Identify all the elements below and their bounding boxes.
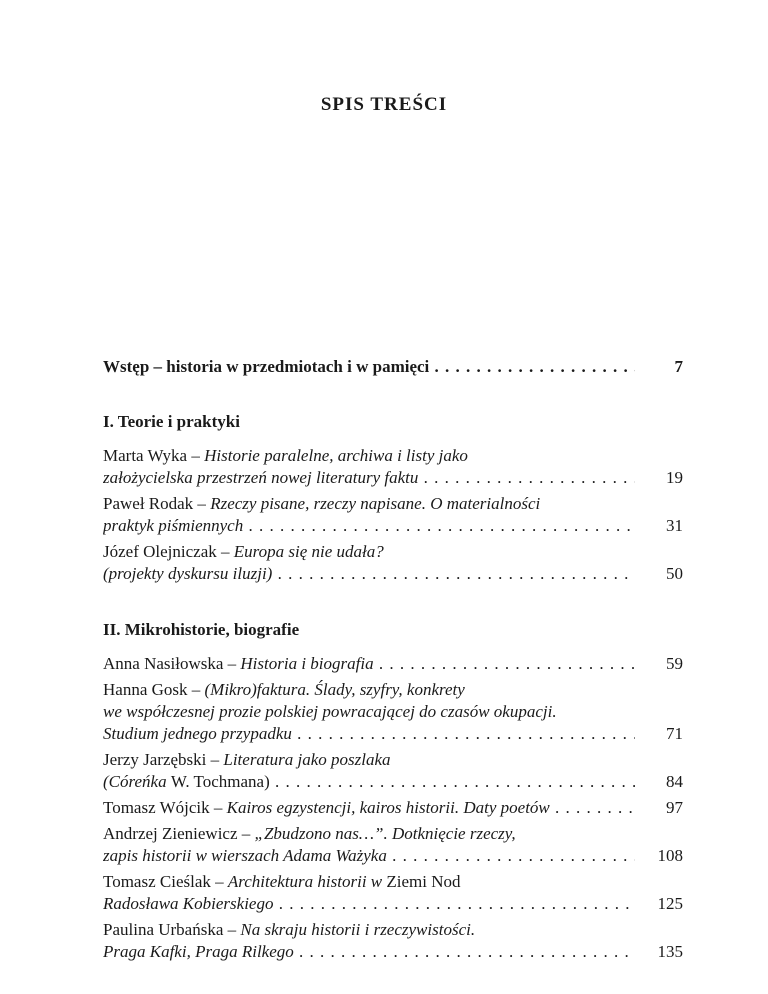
entry-title: Praga Kafki, Praga Rilkego [103,942,294,961]
entry-title: praktyk piśmiennych [103,516,244,535]
entry-author: Józef Olejniczak – [103,542,234,561]
page-number: 135 [657,942,683,961]
page-number: 71 [666,724,683,743]
entry-author: Jerzy Jarzębski – [103,750,224,769]
entry-title: Historia i biografia [240,654,374,673]
entry-title: Rzeczy pisane, rzeczy napisane. O materialności [210,494,541,513]
page-number: 7 [674,357,683,376]
page-number: 97 [666,798,683,817]
entry-title: we współczesnej prozie polskiej powracającej do czasów okupacji. [103,702,557,721]
page-number: 50 [666,564,683,583]
toc-entry [103,797,683,819]
section-heading: I. Teorie i praktyki [103,412,240,431]
entry-title: (projekty dyskursu iluzji) [103,564,273,583]
entry-author: Andrzej Zieniewicz – [103,824,255,843]
entry-title: Studium jednego przypadku [103,724,292,743]
entry-title: Wstęp – historia w przedmiotach i w pamięci . . . [103,356,635,378]
entry-title: Europa się nie udała? [233,542,384,561]
page-number: 125 [657,894,683,913]
entry-title: Literatura jako poszlaka [223,750,391,769]
page-number: 59 [666,654,683,673]
toc-entry [103,823,683,867]
entry-author: Hanna Gosk – [103,680,205,699]
entry-title: (Córeńka [103,772,171,791]
entry-title: Na skraju historii i rzeczywistości. [240,920,476,939]
toc-entry [103,679,683,745]
entry-title: Radosława Kobierskiego [103,894,274,913]
page-title: SPIS TREŚCI [320,94,448,115]
toc-entry [103,493,683,537]
toc-entry [103,871,683,915]
toc-entry [103,919,683,963]
page-number: 31 [666,516,683,535]
toc-entry [103,541,683,585]
entry-author: Paulina Urbańska – [103,920,241,939]
toc-entry [103,445,683,489]
table-of-contents [103,356,683,963]
entry-title: „Zbudzono nas…”. Dotknięcie rzeczy, [254,824,516,843]
page-number: 108 [657,846,683,865]
entry-author: Anna Nasiłowska – [103,654,241,673]
entry-author: Tomasz Cieślak – [103,872,228,891]
toc-entry [103,749,683,793]
section-heading: II. Mikrohistorie, biografie [103,620,300,639]
entry-title: W. Tochmana) [170,772,270,791]
entry-title: Kairos egzystencji, kairos historii. Daty poetów [226,798,550,817]
toc-entry-intro [103,356,683,378]
page-number: 19 [666,468,683,487]
toc-entry [103,653,683,675]
entry-title: (Mikro)faktura. Ślady, szyfry, konkrety [204,680,465,699]
entry-author: Tomasz Wójcik – [103,798,227,817]
entry-title: Architektura historii w [227,872,387,891]
entry-title: zapis historii w wierszach Adama Ważyka [103,846,387,865]
entry-title: Ziemi Nod [386,872,461,891]
entry-author: Marta Wyka – [103,446,205,465]
entry-title: Historie paralelne, archiwa i listy jako [204,446,468,465]
page-number: 84 [666,772,683,791]
entry-title: założycielska przestrzeń nowej literatury faktu [103,468,419,487]
entry-author: Paweł Rodak – [103,494,211,513]
